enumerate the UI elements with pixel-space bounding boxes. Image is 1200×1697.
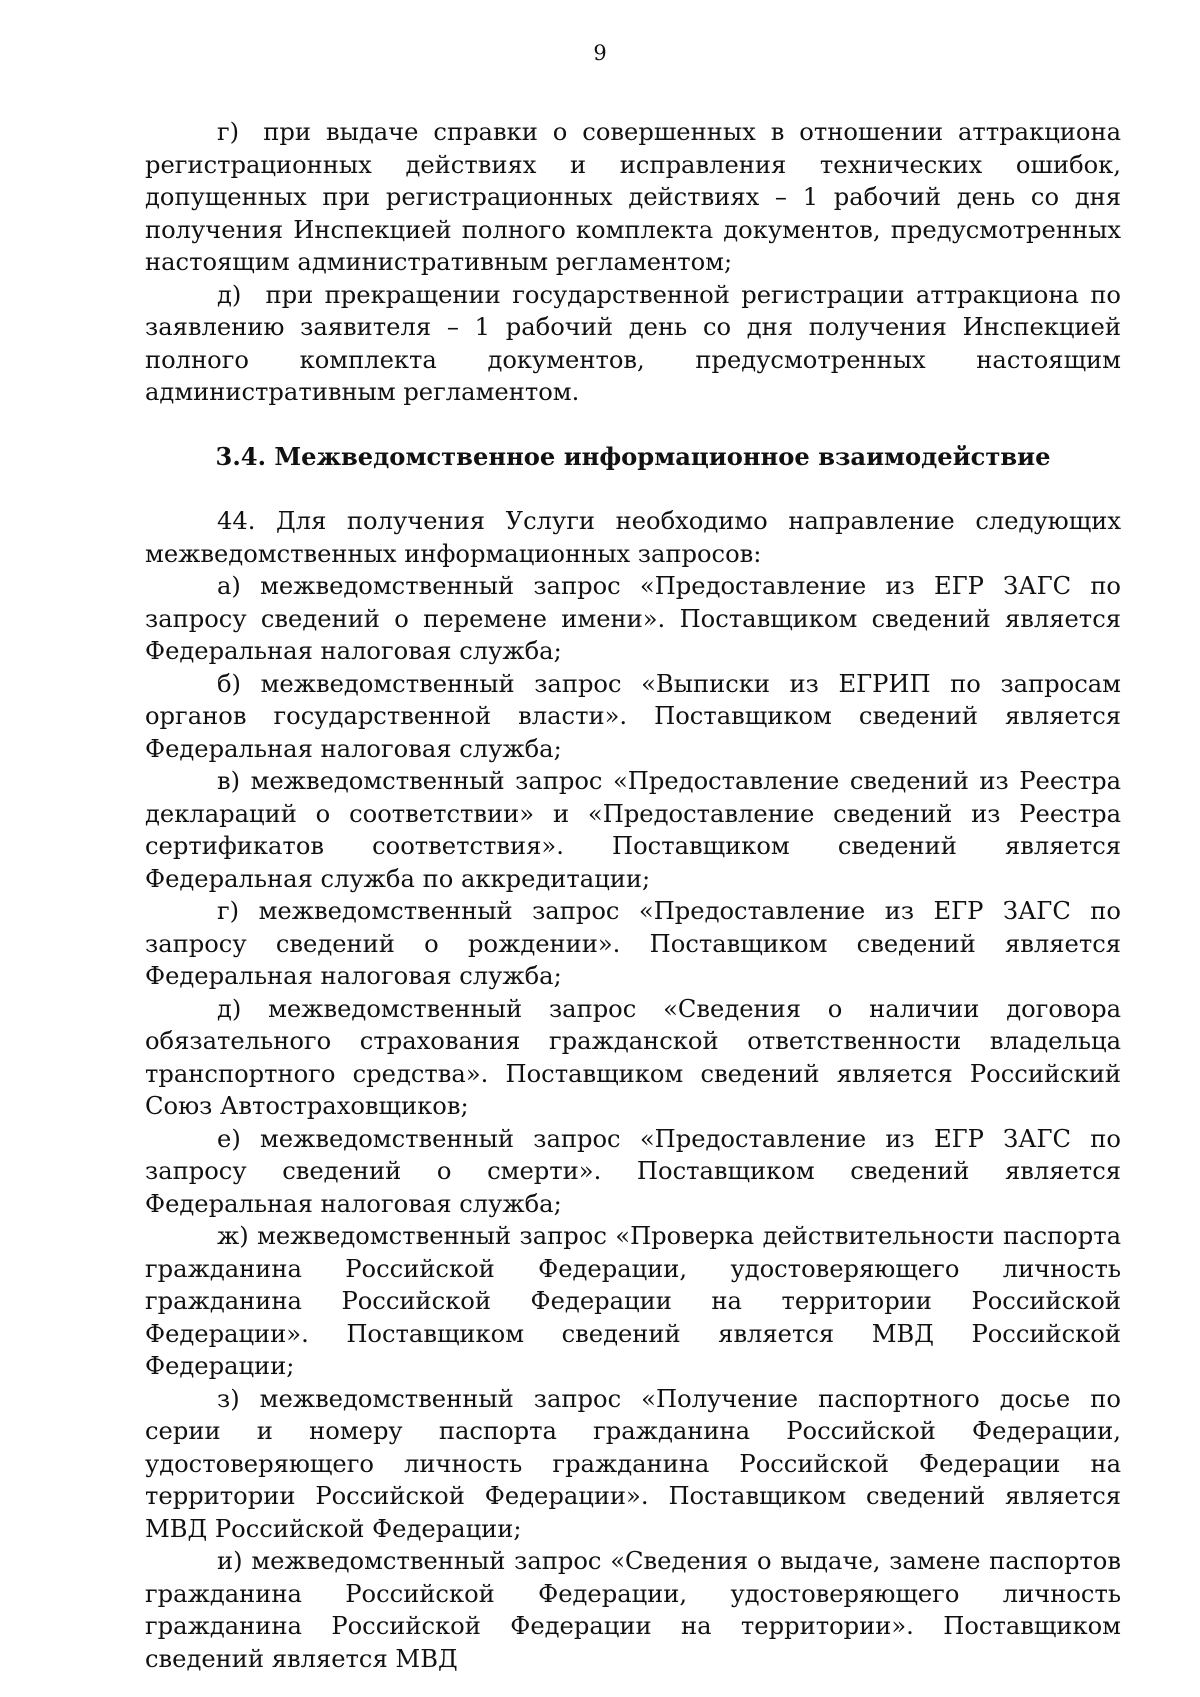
paragraph-44: 44. Для получения Услуги необходимо направление следующих межведомственных информационных запросов:: [145, 507, 1121, 568]
page-number: 9: [593, 41, 607, 65]
paragraph-b: б) межведомственный запрос «Выписки из ЕГРИП по запросам органов государственной власти». Поставщиком сведений является Федеральная налоговая служба;: [145, 669, 1121, 763]
paragraph-e: е) межведомственный запрос «Предоставление из ЕГР ЗАГС по запросу сведений о смерти». Поставщиком сведений является Федеральная налоговая служба;: [145, 1124, 1121, 1218]
paragraph-v: в) межведомственный запрос «Предоставление сведений из Реестра деклараций о соответствии» и «Предоставление сведений из Реестра сертификатов соответствия». Поставщиком сведений является Федеральная служба по аккредитации;: [145, 767, 1121, 893]
paragraph-zh: ж) межведомственный запрос «Проверка действительности паспорта гражданина Российской Федерации, удостоверяющего личность гражданина Российской Федерации на территории Российской Федерации». Поставщиком сведений является МВД Российской Федерации;: [145, 1222, 1121, 1380]
paragraph-g-before: г) при выдаче справки о совершенных в отношении аттракциона регистрационных действиях и исправления технических ошибок, допущенных при регистрационных действиях – 1 рабочий день со дня получения Инспекцией полного комплекта документов, предусмотренных настоящим административным регламентом;: [145, 118, 1121, 276]
paragraph-g: г) межведомственный запрос «Предоставление из ЕГР ЗАГС по запросу сведений о рождении». Поставщиком сведений является Федеральная налоговая служба;: [145, 897, 1121, 990]
paragraph-d-before: д) при прекращении государственной регистрации аттракциона по заявлению заявителя – 1 рабочий день со дня получения Инспекцией полного комплекта документов, предусмотренных настоящим административным регламентом.: [145, 280, 1121, 406]
paragraph-a: а) межведомственный запрос «Предоставление из ЕГР ЗАГС по запросу сведений о перемене имени». Поставщиком сведений является Федеральная налоговая служба;: [145, 572, 1121, 665]
paragraph-z: з) межведомственный запрос «Получение паспортного досье по серии и номеру паспорта гражданина Российской Федерации, удостоверяющего личность гражданина Российской Федерации на территории Российской Федерации». Поставщиком сведений является МВД Российской Федерации;: [145, 1384, 1121, 1543]
section-title: 3.4. Межведомственное информационное взаимодействие: [215, 441, 1051, 471]
document-body: [145, 116, 1121, 1675]
paragraph-i: и) межведомственный запрос «Сведения о выдаче, замене паспортов гражданина Российской Федерации, удостоверяющего личность гражданина Российской Федерации на территории». Поставщиком сведений является МВД: [145, 1547, 1121, 1673]
paragraph-d: д) межведомственный запрос «Сведения о наличии договора обязательного страхования гражданской ответственности владельца транспортного средства». Поставщиком сведений является Российский Союз Автостраховщиков;: [145, 994, 1121, 1120]
